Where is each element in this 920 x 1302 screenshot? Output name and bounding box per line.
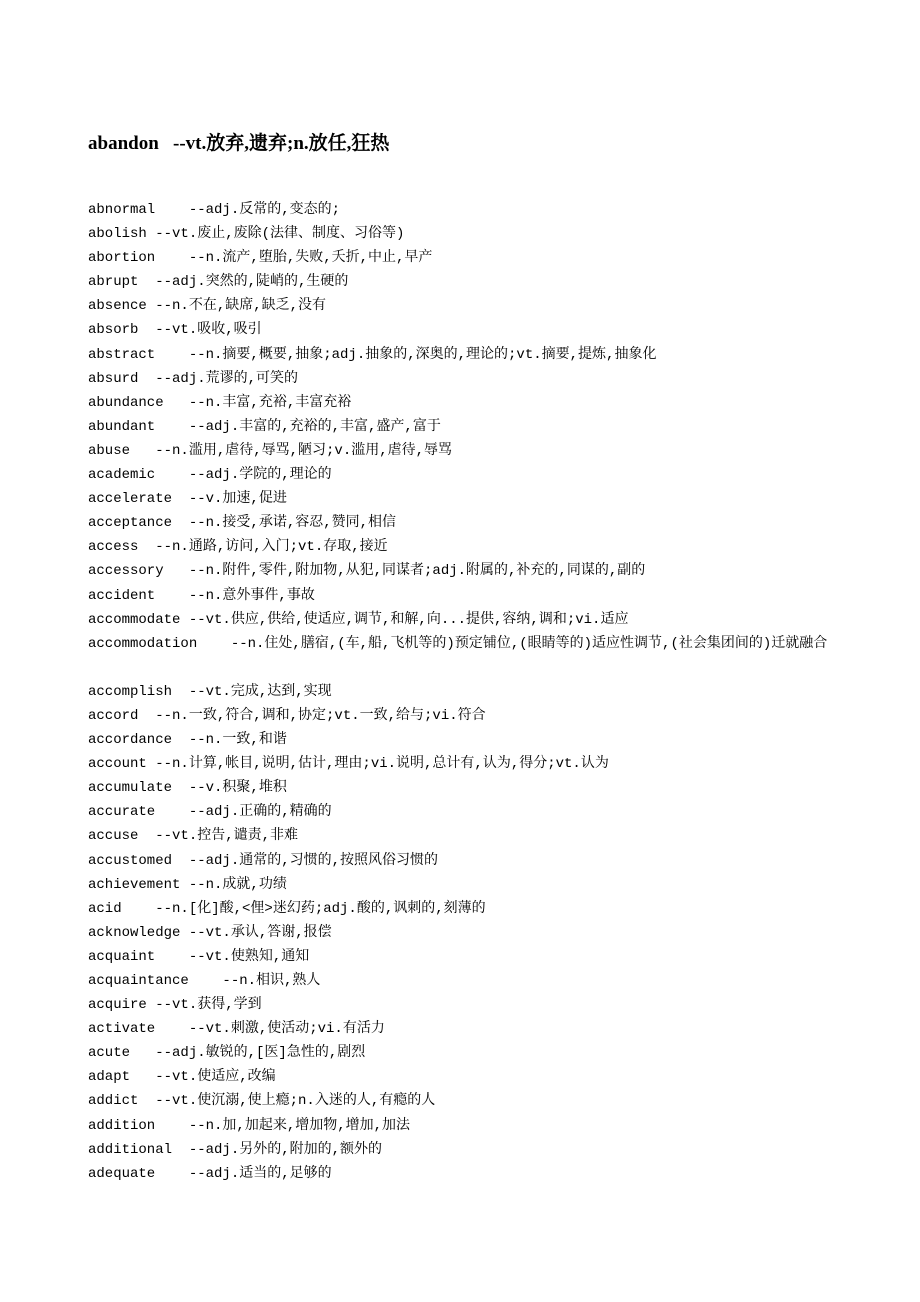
vocab-entry: adequate --adj.适当的,足够的 (88, 1165, 332, 1182)
headword-abandon: abandon --vt.放弃,遗弃;n.放任,狂热 (88, 133, 390, 154)
vocab-entry: accelerate --v.加速,促进 (88, 491, 287, 508)
vocab-entry: absorb --vt.吸收,吸引 (88, 322, 262, 339)
vocab-entry: absurd --adj.荒谬的,可笑的 (88, 370, 299, 387)
vocab-entry: accumulate --v.积聚,堆积 (88, 780, 287, 797)
vocab-entry: accommodate --vt.供应,供给,使适应,调节,和解,向...提供,容纳,调和;vi.适应 (88, 611, 629, 628)
vocab-entry: accuse --vt.控告,谴责,非难 (88, 828, 299, 845)
vocab-entry: abolish --vt.废止,废除(法律、制度、习俗等) (88, 226, 405, 243)
vocab-entry: access --n.通路,访问,入门;vt.存取,接近 (88, 539, 388, 556)
vocabulary-list (88, 198, 848, 1186)
vocab-entry: abortion --n.流产,堕胎,失败,夭折,中止,早产 (88, 250, 433, 267)
vocab-entry: acknowledge --vt.承认,答谢,报偿 (88, 924, 332, 941)
vocab-entry: absence --n.不在,缺席,缺乏,没有 (88, 298, 327, 315)
vocab-entry: abuse --n.滥用,虐待,辱骂,陋习;v.滥用,虐待,辱骂 (88, 442, 453, 459)
vocab-entry: additional --adj.另外的,附加的,额外的 (88, 1141, 383, 1158)
vocab-entry: abrupt --adj.突然的,陡峭的,生硬的 (88, 274, 349, 291)
vocab-entry: abundance --n.丰富,充裕,丰富充裕 (88, 394, 352, 411)
vocab-entry: achievement --n.成就,功绩 (88, 876, 287, 893)
vocab-entry: academic --adj.学院的,理论的 (88, 467, 332, 484)
vocab-entry: acquire --vt.获得,学到 (88, 997, 262, 1014)
vocab-entry: acute --adj.敏锐的,[医]急性的,剧烈 (88, 1045, 366, 1062)
vocab-entry: acceptance --n.接受,承诺,容忍,赞同,相信 (88, 515, 397, 532)
vocab-entry: accident --n.意外事件,事故 (88, 587, 315, 604)
vocab-entry: accomplish --vt.完成,达到,实现 (88, 683, 332, 700)
vocab-entry: activate --vt.刺激,使活动;vi.有活力 (88, 1021, 385, 1038)
vocab-entry: accommodation --n.住处,膳宿,(车,船,飞机等的)预定铺位,(眼睛等的)适应性调节,(社会集团间的)迁就融合 (88, 635, 828, 652)
vocab-entry: acquaintance --n.相识,熟人 (88, 973, 321, 989)
vocab-entry: accustomed --adj.通常的,习惯的,按照风俗习惯的 (88, 852, 439, 869)
vocab-entry: accordance --n.一致,和谐 (88, 732, 287, 749)
vocab-entry: accessory --n.附件,零件,附加物,从犯,同谋者;adj.附属的,补充的,同谋的,副的 (88, 563, 646, 580)
vocab-entry: adapt --vt.使适应,改编 (88, 1069, 276, 1086)
vocab-entry: addict --vt.使沉溺,使上瘾;n.入迷的人,有瘾的人 (88, 1093, 436, 1110)
vocab-entry: acquaint --vt.使熟知,通知 (88, 948, 310, 965)
vocab-entry: accurate --adj.正确的,精确的 (88, 804, 332, 821)
vocab-entry: abstract --n.摘要,概要,抽象;adj.抽象的,深奥的,理论的;vt.摘要,提炼,抽象化 (88, 346, 657, 363)
vocab-entry: accord --n.一致,符合,调和,协定;vt.一致,给与;vi.符合 (88, 707, 486, 724)
vocab-entry: account --n.计算,帐目,说明,估计,理由;vi.说明,总计有,认为,得分;vt.认为 (88, 756, 609, 773)
vocab-entry: addition --n.加,加起来,增加物,增加,加法 (88, 1117, 411, 1134)
vocab-entry: abnormal --adj.反常的,变态的; (88, 202, 341, 218)
vocab-entry: abundant --adj.丰富的,充裕的,丰富,盛产,富于 (88, 418, 441, 435)
vocab-entry: acid --n.[化]酸,<俚>迷幻药;adj.酸的,讽刺的,刻薄的 (88, 900, 486, 917)
